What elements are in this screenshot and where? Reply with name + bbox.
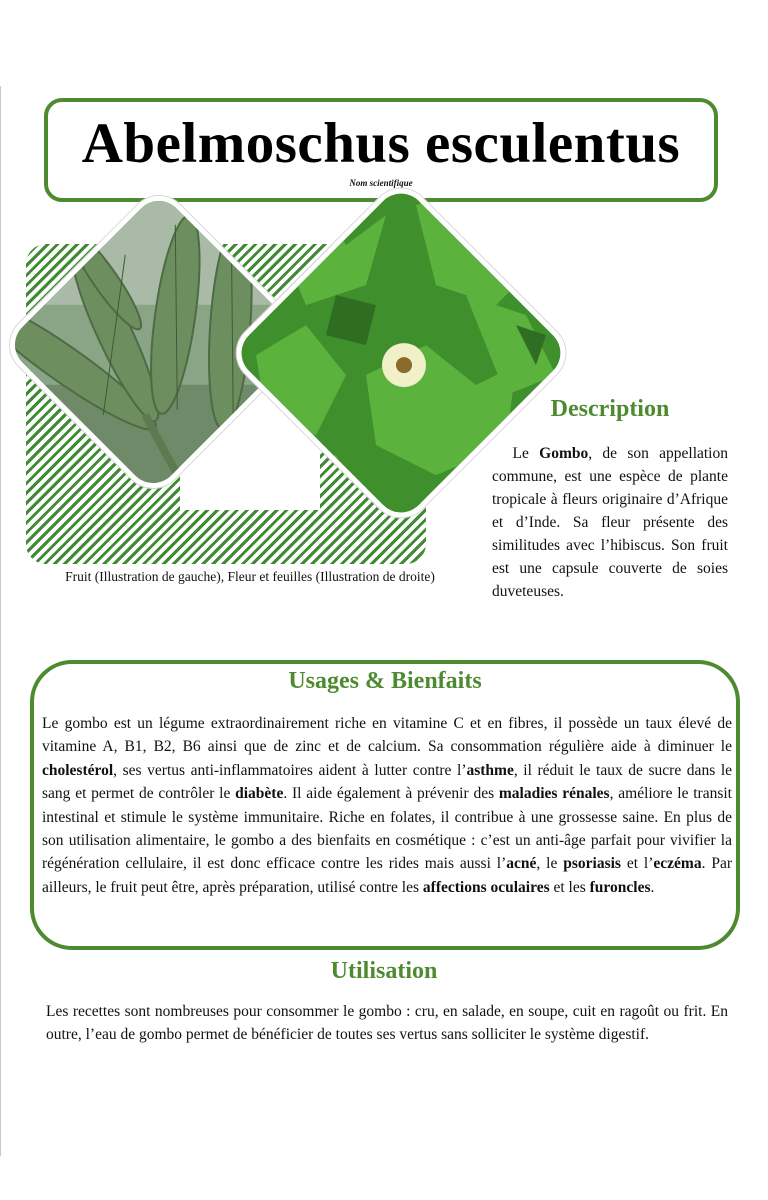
description-paragraph — [492, 442, 728, 603]
usages-text: . Il aide également à prévenir des — [283, 785, 499, 803]
usages-keyword: acné — [506, 855, 537, 873]
usages-text: , améliore le transit intestinal et stimule le système immunitaire. Riche en folates, il contribue à une grossesse saine. En plus de son utilisation alimentaire, le gombo a des bienfaits en cosmétique : c’est un anti-âge parfait pour vivifier la régénération cellulaire, il est donc efficace contre les rides mais aussi l’ — [42, 785, 732, 873]
usages-keyword: cholestérol — [42, 761, 114, 779]
illustration-caption: Fruit (Illustration de gauche), Fleur et feuilles (Illustration de droite) — [65, 569, 435, 584]
scientific-name-label: Nom scientifique — [349, 178, 413, 188]
usages-keyword: maladies rénales — [498, 785, 610, 803]
description-heading: Description — [550, 396, 670, 422]
page-title: Abelmoschus esculentus — [81, 112, 681, 175]
usages-text: et les — [549, 878, 590, 896]
usages-text: , il réduit le taux de sucre dans le sang et permet de contrôler le — [42, 761, 732, 803]
title-box — [44, 98, 718, 202]
usages-text: , ses vertus anti-inflammatoires aident à lutter contre l’ — [113, 761, 467, 779]
utilisation-heading: Utilisation — [330, 958, 438, 984]
usages-text: Le gombo est un légume extraordinairement riche en vitamine C et en fibres, il possède un taux élevé de vitamine A, B1, B2, B6 ainsi que de zinc et de calcium. Sa consommation régulière aide à diminuer le — [42, 715, 732, 756]
usages-keyword: diabète — [235, 785, 284, 803]
page-edge-rule — [0, 86, 1, 1156]
usages-text: , le — [536, 855, 564, 873]
description-text: Le — [512, 445, 540, 462]
usages-text: et l’ — [620, 855, 654, 873]
usages-text: . — [650, 878, 655, 896]
description-text: , de son appellation commune, est une espèce de plante tropicale à fleurs originaire d’Afrique et d’Inde. Sa fleur présente des similitudes avec l’hibiscus. Son fruit est une capsule couverte de soies duveteuses. — [492, 445, 728, 600]
utilisation-paragraph: Les recettes sont nombreuses pour consommer le gombo : cru, en salade, en soupe, cuit en ragoût ou frit. En outre, l’eau de gombo permet de bénéficier de toutes ses vertus sans solliciter le système digestif. — [46, 1003, 728, 1044]
usages-box — [30, 660, 740, 950]
usages-keyword: asthme — [466, 761, 514, 779]
usages-paragraph — [42, 712, 732, 899]
description-bold-term: Gombo — [539, 445, 589, 462]
usages-keyword: affections oculaires — [422, 878, 550, 896]
usages-heading: Usages & Bienfaits — [288, 668, 482, 694]
usages-keyword: eczéma — [653, 855, 702, 873]
usages-keyword: furoncles — [589, 878, 651, 896]
usages-text: . Par ailleurs, le fruit peut être, après préparation, utilisé contre les — [42, 855, 733, 896]
usages-keyword: psoriasis — [563, 855, 621, 873]
